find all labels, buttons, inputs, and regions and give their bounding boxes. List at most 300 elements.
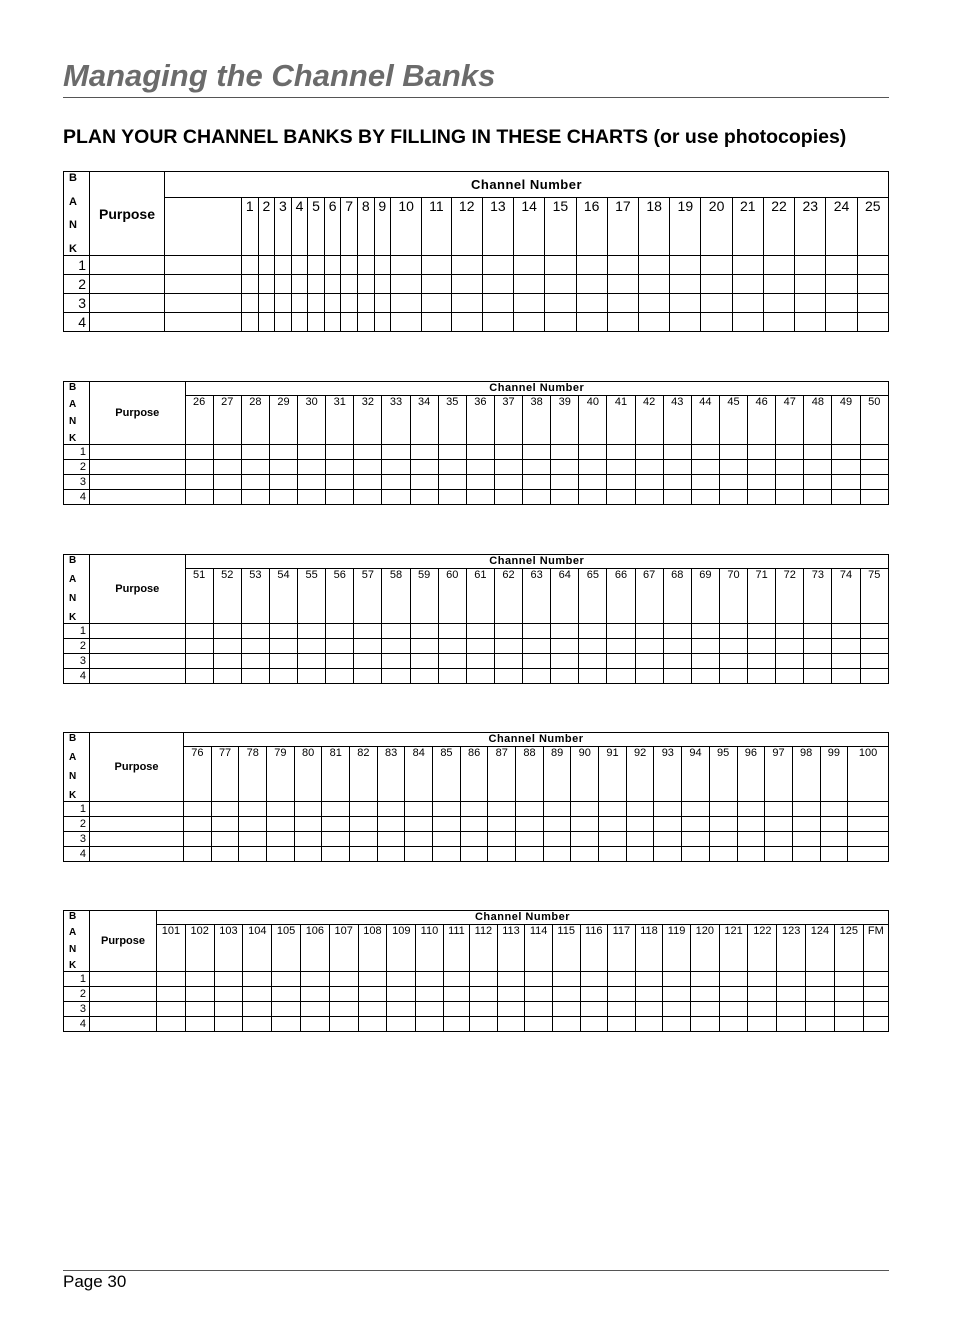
channel-cell[interactable] — [185, 987, 214, 1002]
channel-cell[interactable] — [243, 987, 272, 1002]
channel-cell[interactable] — [358, 972, 387, 987]
channel-cell[interactable] — [214, 1002, 243, 1017]
channel-cell[interactable] — [748, 490, 776, 505]
channel-cell[interactable] — [391, 313, 422, 332]
channel-cell[interactable] — [635, 1002, 663, 1017]
channel-cell[interactable] — [326, 475, 354, 490]
channel-cell[interactable] — [438, 490, 466, 505]
channel-cell[interactable] — [451, 275, 482, 294]
channel-cell[interactable] — [494, 475, 522, 490]
purpose-cell[interactable] — [90, 987, 157, 1002]
channel-cell[interactable] — [670, 313, 701, 332]
channel-cell[interactable] — [269, 490, 297, 505]
channel-cell[interactable] — [438, 445, 466, 460]
channel-cell[interactable] — [494, 490, 522, 505]
channel-cell[interactable] — [795, 275, 826, 294]
channel-cell[interactable] — [654, 802, 682, 817]
channel-cell[interactable] — [242, 275, 259, 294]
channel-cell[interactable] — [354, 639, 382, 654]
channel-cell[interactable] — [719, 654, 747, 669]
purpose-cell[interactable] — [90, 802, 184, 817]
channel-cell[interactable] — [291, 294, 308, 313]
channel-cell[interactable] — [690, 1017, 719, 1032]
purpose-cell[interactable] — [90, 817, 184, 832]
channel-cell[interactable] — [377, 802, 405, 817]
channel-cell[interactable] — [525, 972, 553, 987]
channel-cell[interactable] — [607, 639, 635, 654]
channel-cell[interactable] — [165, 313, 242, 332]
channel-cell[interactable] — [607, 313, 638, 332]
channel-cell[interactable] — [516, 802, 544, 817]
channel-cell[interactable] — [470, 1017, 498, 1032]
channel-cell[interactable] — [719, 624, 747, 639]
channel-cell[interactable] — [580, 972, 608, 987]
channel-cell[interactable] — [663, 490, 691, 505]
channel-cell[interactable] — [326, 460, 354, 475]
channel-cell[interactable] — [443, 1017, 469, 1032]
channel-cell[interactable] — [670, 256, 701, 275]
channel-cell[interactable] — [551, 624, 579, 639]
channel-cell[interactable] — [382, 460, 410, 475]
channel-cell[interactable] — [391, 256, 422, 275]
channel-cell[interactable] — [579, 669, 607, 684]
channel-cell[interactable] — [300, 972, 329, 987]
channel-cell[interactable] — [433, 817, 461, 832]
channel-cell[interactable] — [272, 1017, 301, 1032]
channel-cell[interactable] — [387, 987, 416, 1002]
channel-cell[interactable] — [416, 987, 444, 1002]
channel-cell[interactable] — [350, 847, 378, 862]
channel-cell[interactable] — [497, 972, 525, 987]
channel-cell[interactable] — [763, 256, 794, 275]
channel-cell[interactable] — [860, 639, 888, 654]
channel-cell[interactable] — [635, 490, 663, 505]
channel-cell[interactable] — [792, 847, 820, 862]
channel-cell[interactable] — [804, 624, 832, 639]
channel-cell[interactable] — [241, 490, 269, 505]
channel-cell[interactable] — [691, 654, 719, 669]
channel-cell[interactable] — [460, 832, 488, 847]
channel-cell[interactable] — [719, 1017, 748, 1032]
channel-cell[interactable] — [341, 275, 358, 294]
channel-cell[interactable] — [391, 275, 422, 294]
channel-cell[interactable] — [857, 256, 888, 275]
purpose-cell[interactable] — [90, 460, 186, 475]
channel-cell[interactable] — [820, 802, 848, 817]
channel-cell[interactable] — [326, 654, 354, 669]
channel-cell[interactable] — [737, 817, 765, 832]
channel-cell[interactable] — [438, 639, 466, 654]
channel-cell[interactable] — [488, 832, 516, 847]
channel-cell[interactable] — [354, 460, 382, 475]
channel-cell[interactable] — [804, 460, 832, 475]
channel-cell[interactable] — [663, 1017, 691, 1032]
channel-cell[interactable] — [525, 1017, 553, 1032]
channel-cell[interactable] — [466, 490, 494, 505]
channel-cell[interactable] — [514, 275, 545, 294]
channel-cell[interactable] — [322, 832, 350, 847]
channel-cell[interactable] — [294, 832, 322, 847]
channel-cell[interactable] — [269, 639, 297, 654]
channel-cell[interactable] — [269, 460, 297, 475]
channel-cell[interactable] — [580, 1017, 608, 1032]
channel-cell[interactable] — [269, 475, 297, 490]
channel-cell[interactable] — [551, 460, 579, 475]
channel-cell[interactable] — [806, 972, 835, 987]
channel-cell[interactable] — [863, 987, 888, 1002]
channel-cell[interactable] — [241, 460, 269, 475]
channel-cell[interactable] — [832, 460, 860, 475]
channel-cell[interactable] — [523, 669, 551, 684]
channel-cell[interactable] — [341, 294, 358, 313]
channel-cell[interactable] — [443, 1002, 469, 1017]
channel-cell[interactable] — [275, 275, 292, 294]
channel-cell[interactable] — [410, 654, 438, 669]
channel-cell[interactable] — [608, 987, 636, 1002]
channel-cell[interactable] — [341, 313, 358, 332]
channel-cell[interactable] — [497, 1002, 525, 1017]
channel-cell[interactable] — [242, 313, 259, 332]
channel-cell[interactable] — [663, 624, 691, 639]
channel-cell[interactable] — [719, 669, 747, 684]
channel-cell[interactable] — [663, 445, 691, 460]
channel-cell[interactable] — [514, 313, 545, 332]
channel-cell[interactable] — [719, 1002, 748, 1017]
channel-cell[interactable] — [185, 654, 213, 669]
channel-cell[interactable] — [382, 624, 410, 639]
channel-cell[interactable] — [691, 460, 719, 475]
channel-cell[interactable] — [776, 460, 804, 475]
channel-cell[interactable] — [638, 313, 669, 332]
channel-cell[interactable] — [410, 475, 438, 490]
channel-cell[interactable] — [374, 294, 391, 313]
channel-cell[interactable] — [599, 802, 627, 817]
channel-cell[interactable] — [545, 313, 576, 332]
channel-cell[interactable] — [239, 847, 267, 862]
channel-cell[interactable] — [354, 445, 382, 460]
channel-cell[interactable] — [357, 313, 374, 332]
channel-cell[interactable] — [308, 256, 325, 275]
channel-cell[interactable] — [777, 987, 806, 1002]
channel-cell[interactable] — [701, 275, 732, 294]
channel-cell[interactable] — [709, 802, 737, 817]
channel-cell[interactable] — [258, 294, 275, 313]
channel-cell[interactable] — [579, 490, 607, 505]
channel-cell[interactable] — [732, 256, 763, 275]
channel-cell[interactable] — [804, 639, 832, 654]
channel-cell[interactable] — [551, 654, 579, 669]
channel-cell[interactable] — [438, 669, 466, 684]
channel-cell[interactable] — [466, 624, 494, 639]
channel-cell[interactable] — [551, 490, 579, 505]
channel-cell[interactable] — [214, 1017, 243, 1032]
channel-cell[interactable] — [635, 669, 663, 684]
channel-cell[interactable] — [410, 639, 438, 654]
channel-cell[interactable] — [654, 832, 682, 847]
channel-cell[interactable] — [599, 817, 627, 832]
channel-cell[interactable] — [663, 972, 691, 987]
channel-cell[interactable] — [860, 669, 888, 684]
channel-cell[interactable] — [719, 445, 747, 460]
channel-cell[interactable] — [460, 802, 488, 817]
channel-cell[interactable] — [543, 802, 571, 817]
channel-cell[interactable] — [860, 624, 888, 639]
channel-cell[interactable] — [466, 669, 494, 684]
channel-cell[interactable] — [308, 313, 325, 332]
channel-cell[interactable] — [607, 654, 635, 669]
channel-cell[interactable] — [635, 445, 663, 460]
channel-cell[interactable] — [732, 294, 763, 313]
channel-cell[interactable] — [350, 817, 378, 832]
channel-cell[interactable] — [860, 654, 888, 669]
channel-cell[interactable] — [719, 639, 747, 654]
channel-cell[interactable] — [607, 275, 638, 294]
channel-cell[interactable] — [387, 972, 416, 987]
channel-cell[interactable] — [792, 817, 820, 832]
channel-cell[interactable] — [410, 445, 438, 460]
channel-cell[interactable] — [494, 445, 522, 460]
channel-cell[interactable] — [213, 445, 241, 460]
channel-cell[interactable] — [391, 294, 422, 313]
channel-cell[interactable] — [488, 802, 516, 817]
channel-cell[interactable] — [269, 654, 297, 669]
channel-cell[interactable] — [607, 669, 635, 684]
channel-cell[interactable] — [213, 624, 241, 639]
channel-cell[interactable] — [213, 654, 241, 669]
channel-cell[interactable] — [242, 294, 259, 313]
channel-cell[interactable] — [691, 490, 719, 505]
channel-cell[interactable] — [579, 639, 607, 654]
purpose-cell[interactable] — [90, 256, 165, 275]
channel-cell[interactable] — [466, 639, 494, 654]
channel-cell[interactable] — [638, 275, 669, 294]
channel-cell[interactable] — [258, 275, 275, 294]
channel-cell[interactable] — [826, 256, 857, 275]
channel-cell[interactable] — [776, 654, 804, 669]
channel-cell[interactable] — [523, 490, 551, 505]
purpose-cell[interactable] — [90, 490, 186, 505]
channel-cell[interactable] — [638, 294, 669, 313]
channel-cell[interactable] — [523, 475, 551, 490]
channel-cell[interactable] — [482, 294, 513, 313]
channel-cell[interactable] — [243, 972, 272, 987]
channel-cell[interactable] — [670, 275, 701, 294]
channel-cell[interactable] — [350, 832, 378, 847]
channel-cell[interactable] — [470, 1002, 498, 1017]
channel-cell[interactable] — [497, 987, 525, 1002]
channel-cell[interactable] — [732, 313, 763, 332]
channel-cell[interactable] — [552, 972, 580, 987]
channel-cell[interactable] — [834, 972, 863, 987]
channel-cell[interactable] — [438, 624, 466, 639]
channel-cell[interactable] — [298, 624, 326, 639]
channel-cell[interactable] — [635, 987, 663, 1002]
channel-cell[interactable] — [272, 1002, 301, 1017]
channel-cell[interactable] — [269, 624, 297, 639]
channel-cell[interactable] — [326, 445, 354, 460]
channel-cell[interactable] — [701, 256, 732, 275]
channel-cell[interactable] — [382, 639, 410, 654]
channel-cell[interactable] — [466, 445, 494, 460]
channel-cell[interactable] — [382, 490, 410, 505]
channel-cell[interactable] — [857, 313, 888, 332]
channel-cell[interactable] — [701, 294, 732, 313]
channel-cell[interactable] — [241, 445, 269, 460]
channel-cell[interactable] — [670, 294, 701, 313]
channel-cell[interactable] — [776, 475, 804, 490]
channel-cell[interactable] — [635, 1017, 663, 1032]
channel-cell[interactable] — [832, 445, 860, 460]
channel-cell[interactable] — [551, 475, 579, 490]
channel-cell[interactable] — [635, 972, 663, 987]
channel-cell[interactable] — [184, 832, 212, 847]
channel-cell[interactable] — [433, 832, 461, 847]
channel-cell[interactable] — [275, 313, 292, 332]
channel-cell[interactable] — [422, 275, 451, 294]
channel-cell[interactable] — [374, 275, 391, 294]
channel-cell[interactable] — [211, 817, 239, 832]
channel-cell[interactable] — [763, 294, 794, 313]
channel-cell[interactable] — [300, 1002, 329, 1017]
purpose-cell[interactable] — [90, 445, 186, 460]
channel-cell[interactable] — [377, 817, 405, 832]
channel-cell[interactable] — [545, 275, 576, 294]
channel-cell[interactable] — [382, 445, 410, 460]
channel-cell[interactable] — [580, 987, 608, 1002]
channel-cell[interactable] — [719, 475, 747, 490]
channel-cell[interactable] — [709, 847, 737, 862]
channel-cell[interactable] — [239, 817, 267, 832]
channel-cell[interactable] — [804, 654, 832, 669]
channel-cell[interactable] — [691, 475, 719, 490]
channel-cell[interactable] — [690, 1002, 719, 1017]
channel-cell[interactable] — [405, 802, 433, 817]
channel-cell[interactable] — [258, 256, 275, 275]
channel-cell[interactable] — [410, 490, 438, 505]
channel-cell[interactable] — [857, 275, 888, 294]
channel-cell[interactable] — [682, 802, 710, 817]
channel-cell[interactable] — [579, 445, 607, 460]
channel-cell[interactable] — [607, 624, 635, 639]
channel-cell[interactable] — [832, 475, 860, 490]
channel-cell[interactable] — [571, 802, 599, 817]
channel-cell[interactable] — [422, 294, 451, 313]
channel-cell[interactable] — [165, 256, 242, 275]
channel-cell[interactable] — [267, 817, 295, 832]
channel-cell[interactable] — [626, 802, 654, 817]
channel-cell[interactable] — [795, 256, 826, 275]
channel-cell[interactable] — [185, 460, 213, 475]
channel-cell[interactable] — [792, 832, 820, 847]
channel-cell[interactable] — [241, 654, 269, 669]
channel-cell[interactable] — [777, 972, 806, 987]
channel-cell[interactable] — [410, 460, 438, 475]
channel-cell[interactable] — [308, 275, 325, 294]
channel-cell[interactable] — [776, 490, 804, 505]
channel-cell[interactable] — [269, 669, 297, 684]
channel-cell[interactable] — [324, 294, 341, 313]
channel-cell[interactable] — [571, 832, 599, 847]
channel-cell[interactable] — [690, 987, 719, 1002]
channel-cell[interactable] — [322, 802, 350, 817]
channel-cell[interactable] — [635, 475, 663, 490]
channel-cell[interactable] — [185, 490, 213, 505]
channel-cell[interactable] — [185, 624, 213, 639]
channel-cell[interactable] — [357, 294, 374, 313]
channel-cell[interactable] — [543, 817, 571, 832]
channel-cell[interactable] — [732, 275, 763, 294]
channel-cell[interactable] — [213, 669, 241, 684]
channel-cell[interactable] — [776, 669, 804, 684]
channel-cell[interactable] — [185, 972, 214, 987]
channel-cell[interactable] — [357, 256, 374, 275]
channel-cell[interactable] — [241, 639, 269, 654]
channel-cell[interactable] — [860, 460, 888, 475]
channel-cell[interactable] — [272, 972, 301, 987]
channel-cell[interactable] — [354, 669, 382, 684]
channel-cell[interactable] — [552, 1002, 580, 1017]
channel-cell[interactable] — [308, 294, 325, 313]
channel-cell[interactable] — [626, 817, 654, 832]
channel-cell[interactable] — [654, 817, 682, 832]
channel-cell[interactable] — [374, 256, 391, 275]
channel-cell[interactable] — [275, 294, 292, 313]
channel-cell[interactable] — [691, 669, 719, 684]
channel-cell[interactable] — [494, 460, 522, 475]
channel-cell[interactable] — [763, 313, 794, 332]
channel-cell[interactable] — [422, 313, 451, 332]
channel-cell[interactable] — [184, 847, 212, 862]
channel-cell[interactable] — [184, 802, 212, 817]
channel-cell[interactable] — [322, 847, 350, 862]
channel-cell[interactable] — [860, 445, 888, 460]
channel-cell[interactable] — [185, 1002, 214, 1017]
channel-cell[interactable] — [599, 847, 627, 862]
channel-cell[interactable] — [354, 624, 382, 639]
channel-cell[interactable] — [682, 832, 710, 847]
channel-cell[interactable] — [552, 1017, 580, 1032]
channel-cell[interactable] — [748, 1017, 777, 1032]
channel-cell[interactable] — [405, 847, 433, 862]
channel-cell[interactable] — [599, 832, 627, 847]
channel-cell[interactable] — [626, 832, 654, 847]
channel-cell[interactable] — [523, 654, 551, 669]
channel-cell[interactable] — [514, 256, 545, 275]
channel-cell[interactable] — [443, 972, 469, 987]
channel-cell[interactable] — [354, 654, 382, 669]
channel-cell[interactable] — [804, 669, 832, 684]
channel-cell[interactable] — [324, 313, 341, 332]
channel-cell[interactable] — [294, 802, 322, 817]
channel-cell[interactable] — [241, 624, 269, 639]
channel-cell[interactable] — [635, 639, 663, 654]
channel-cell[interactable] — [806, 987, 835, 1002]
channel-cell[interactable] — [382, 475, 410, 490]
channel-cell[interactable] — [795, 294, 826, 313]
channel-cell[interactable] — [765, 802, 793, 817]
channel-cell[interactable] — [579, 475, 607, 490]
channel-cell[interactable] — [387, 1017, 416, 1032]
channel-cell[interactable] — [185, 639, 213, 654]
purpose-cell[interactable] — [90, 275, 165, 294]
channel-cell[interactable] — [405, 832, 433, 847]
channel-cell[interactable] — [184, 817, 212, 832]
channel-cell[interactable] — [748, 639, 776, 654]
channel-cell[interactable] — [607, 490, 635, 505]
channel-cell[interactable] — [213, 460, 241, 475]
channel-cell[interactable] — [765, 847, 793, 862]
channel-cell[interactable] — [579, 460, 607, 475]
